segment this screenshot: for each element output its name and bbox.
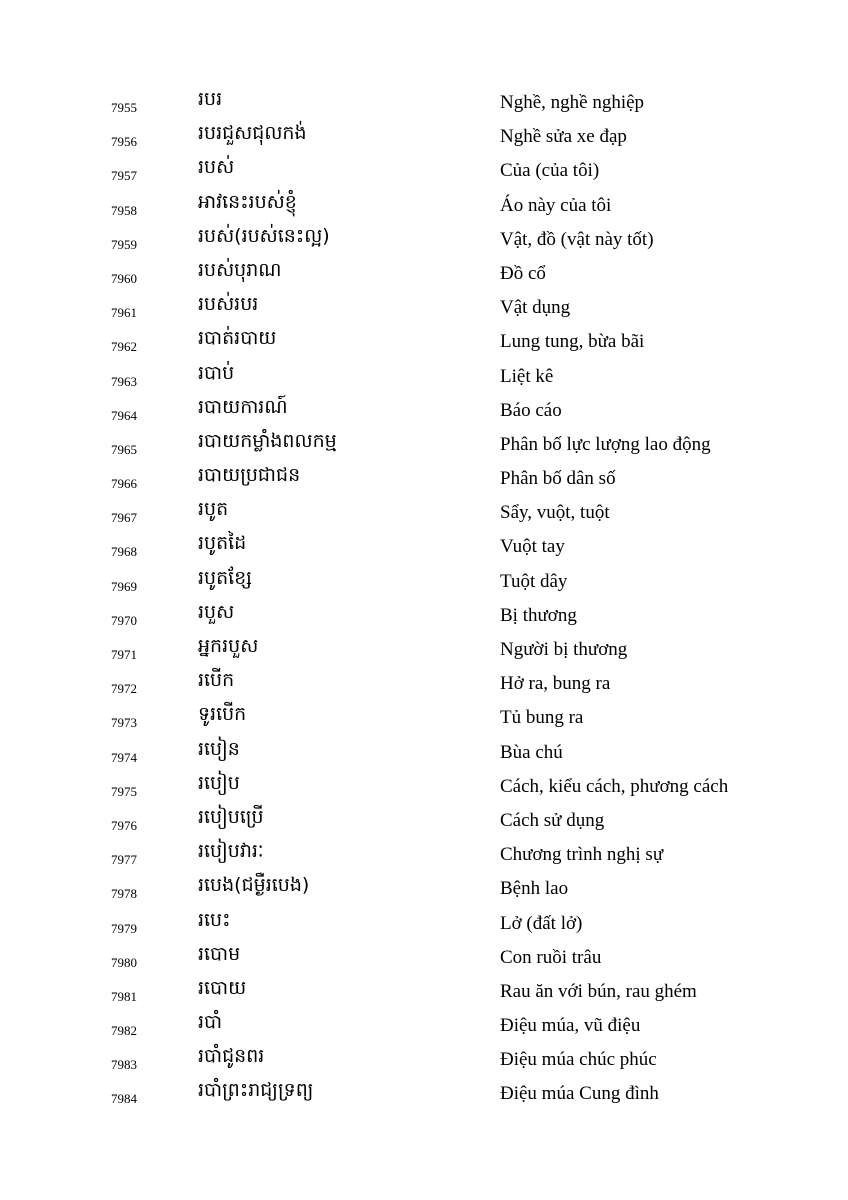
entry-number: 7962 (111, 339, 137, 355)
khmer-term: របើក (198, 669, 235, 692)
entry-number: 7982 (111, 1023, 137, 1039)
entry-number: 7984 (111, 1091, 137, 1107)
dictionary-entry (0, 289, 848, 323)
khmer-term: របាត់របាយ (198, 327, 277, 350)
dictionary-entry (0, 699, 848, 733)
vietnamese-translation: Bệnh lao (500, 878, 569, 900)
dictionary-entry (0, 152, 848, 186)
khmer-term: របាយកម្លាំងពលកម្ម (198, 429, 337, 452)
khmer-term: របរជួសជុលកង់ (198, 122, 307, 145)
vietnamese-translation: Vật dụng (500, 297, 571, 319)
dictionary-entry (0, 255, 848, 289)
entry-number: 7971 (111, 647, 137, 662)
dictionary-entry (0, 631, 848, 665)
dictionary-entry (0, 323, 848, 357)
entry-number: 7975 (111, 783, 137, 799)
dictionary-entry (0, 665, 848, 699)
entry-number: 7958 (111, 202, 137, 218)
khmer-term: អ្នករបួស (198, 635, 259, 657)
dictionary-entry (0, 802, 848, 836)
khmer-term: របស់(របស់នេះល្អ) (198, 224, 330, 247)
vietnamese-translation: Bùa chú (500, 741, 563, 763)
vietnamese-translation: Lở (đất lở) (500, 912, 583, 934)
khmer-term: អាវនេះរបស់ខ្ញុំ (198, 190, 297, 213)
entry-number: 7967 (111, 510, 137, 526)
khmer-term: របៀបវារៈ (198, 840, 264, 863)
vietnamese-translation: Tủ bung ra (500, 707, 584, 729)
dictionary-entry (0, 836, 848, 870)
entry-number: 7961 (111, 305, 137, 321)
dictionary-entry (0, 494, 848, 528)
khmer-term: របស់បុរាណ (198, 258, 282, 281)
entry-number: 7977 (111, 852, 137, 868)
entry-number: 7965 (111, 441, 137, 457)
khmer-term: របេង(ជម្ងឺរបេង) (198, 874, 310, 897)
vietnamese-translation: Của (của tôi) (500, 160, 600, 182)
vietnamese-translation: Nghề, nghề nghiệp (500, 92, 645, 113)
dictionary-entry (0, 905, 848, 939)
vietnamese-translation: Báo cáo (500, 399, 562, 421)
entry-number: 7980 (111, 954, 137, 970)
dictionary-entry (0, 84, 848, 118)
entry-number: 7968 (111, 544, 137, 560)
vietnamese-translation: Sẩy, vuột, tuột (500, 502, 610, 524)
dictionary-entry (0, 973, 848, 1007)
dictionary-entry (0, 1041, 848, 1075)
khmer-term: របៀប (198, 771, 240, 794)
dictionary-entry (0, 597, 848, 631)
entry-number: 7955 (111, 100, 137, 115)
dictionary-entry (0, 1075, 848, 1109)
khmer-term: របស់ (198, 156, 235, 179)
vietnamese-translation: Phân bố dân số (500, 468, 616, 490)
vietnamese-translation: Người bị thương (500, 639, 628, 660)
dictionary-entry (0, 734, 848, 768)
vietnamese-translation: Cách sử dụng (500, 809, 605, 831)
khmer-term: របេះ (198, 908, 231, 931)
dictionary-entry (0, 768, 848, 802)
entry-number: 7974 (111, 749, 137, 765)
dictionary-entry (0, 528, 848, 562)
vietnamese-translation: Chương trình nghị sự (500, 844, 664, 866)
khmer-term: របូត (198, 498, 229, 521)
khmer-term: របាប់ (198, 361, 235, 384)
khmer-term: ទូរបើក (198, 703, 247, 726)
vietnamese-translation: Vật, đồ (vật này tốt) (500, 228, 654, 250)
vietnamese-translation: Tuột dây (500, 570, 568, 592)
vietnamese-translation: Bị thương (500, 604, 577, 626)
khmer-term: របៀបប្រើ (198, 805, 264, 828)
vietnamese-translation: Nghề sửa xe đạp (500, 126, 627, 148)
khmer-term: របាំព្រះរាជ្យទ្រព្យ (198, 1079, 314, 1102)
dictionary-entry (0, 1007, 848, 1041)
khmer-term: របូតដៃ (198, 532, 247, 555)
entry-number: 7983 (111, 1057, 137, 1073)
khmer-term: របាយប្រជាជន (198, 464, 301, 487)
khmer-term: របូតខ្សែ (198, 566, 252, 589)
khmer-term: របួស (198, 600, 235, 623)
dictionary-entry (0, 358, 848, 392)
vietnamese-translation: Điệu múa, vũ điệu (500, 1015, 641, 1037)
vietnamese-translation: Vuột tay (500, 536, 565, 558)
khmer-term: របាយការណ៍ (198, 395, 288, 418)
entry-number: 7957 (111, 168, 137, 184)
entry-number: 7973 (111, 715, 137, 731)
entry-number: 7976 (111, 817, 137, 833)
entry-number: 7972 (111, 681, 137, 697)
entry-number: 7978 (111, 886, 137, 902)
vietnamese-translation: Áo này của tôi (500, 194, 612, 216)
dictionary-entry (0, 426, 848, 460)
vietnamese-translation: Đồ cổ (500, 262, 546, 284)
dictionary-entry (0, 870, 848, 904)
entry-number: 7956 (111, 134, 137, 150)
dictionary-entry (0, 460, 848, 494)
entry-number: 7970 (111, 612, 137, 628)
entry-number: 7966 (111, 476, 137, 492)
entry-number: 7969 (111, 578, 137, 594)
khmer-term: របរ (198, 88, 223, 110)
vietnamese-translation: Rau ăn với bún, rau ghém (500, 980, 697, 1002)
khmer-term: របៀន (198, 737, 240, 760)
dictionary-entry (0, 187, 848, 221)
khmer-term: របស់របរ (198, 293, 259, 316)
khmer-term: របាំជូនពរ (198, 1045, 265, 1068)
vietnamese-translation: Điệu múa chúc phúc (500, 1049, 657, 1071)
vietnamese-translation: Con ruồi trâu (500, 946, 602, 968)
vietnamese-translation: Cách, kiểu cách, phương cách (500, 775, 729, 797)
dictionary-entry (0, 221, 848, 255)
dictionary-entry (0, 118, 848, 152)
vietnamese-translation: Phân bố lực lượng lao động (500, 433, 711, 455)
dictionary-entry (0, 939, 848, 973)
dictionary-entry (0, 392, 848, 426)
entry-number: 7963 (111, 373, 137, 389)
entry-number: 7960 (111, 270, 137, 286)
entry-number: 7964 (111, 407, 137, 423)
khmer-term: របោម (198, 942, 241, 965)
entry-number: 7959 (111, 236, 137, 252)
vietnamese-translation: Liệt kê (500, 365, 554, 387)
entry-number: 7979 (111, 920, 137, 936)
entry-list (0, 84, 848, 1110)
vietnamese-translation: Hở ra, bung ra (500, 673, 611, 695)
khmer-term: របាំ (198, 1011, 223, 1034)
vietnamese-translation: Điệu múa Cung đình (500, 1083, 659, 1105)
vietnamese-translation: Lung tung, bừa bãi (500, 331, 645, 353)
khmer-term: របោយ (198, 976, 247, 999)
entry-number: 7981 (111, 988, 137, 1004)
dictionary-entry (0, 563, 848, 597)
